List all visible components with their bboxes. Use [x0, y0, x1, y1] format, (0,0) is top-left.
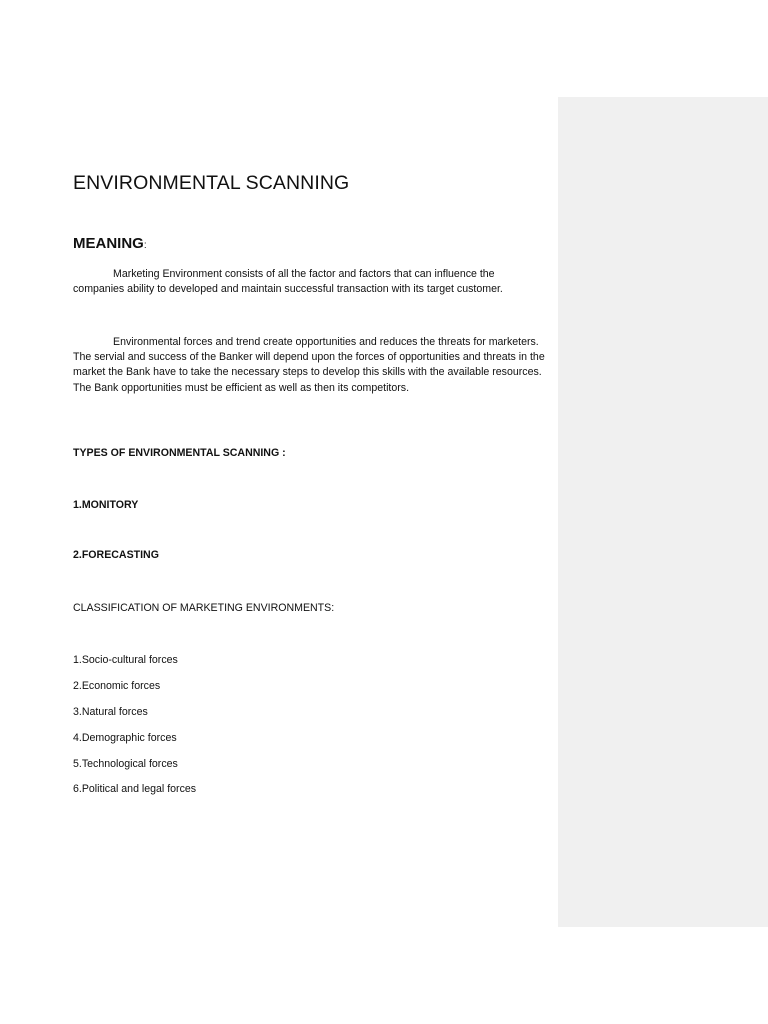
list-item: 6.Political and legal forces — [73, 783, 197, 796]
classification-heading: CLASSIFICATION OF MARKETING ENVIRONMENTS: — [73, 602, 335, 614]
list-item: 2.Economic forces — [73, 679, 161, 692]
meaning-heading-colon: : — [143, 240, 147, 251]
forces-list — [73, 653, 196, 808]
meaning-heading — [73, 235, 147, 253]
list-item: 1.Socio-cultural forces — [73, 654, 178, 666]
type-forecasting: 2.FORECASTING — [73, 549, 159, 561]
list-item: 5.Technological forces — [73, 757, 178, 770]
meaning-heading-text: MEANING — [73, 235, 144, 252]
meaning-paragraph-1: Marketing Environment consists of all the factor and factors that can influence the companies ability to developed and maintain successful transaction with its target customer. — [73, 268, 503, 296]
list-item: 3.Natural forces — [73, 705, 148, 718]
document-title: ENVIRONMENTAL SCANNING — [73, 172, 350, 194]
types-heading: TYPES OF ENVIRONMENTAL SCANNING : — [73, 447, 286, 459]
type-monitory: 1.MONITORY — [73, 499, 139, 511]
comment-margin-panel — [558, 97, 768, 927]
meaning-paragraph-2: Environmental forces and trend create opportunities and reduces the threats for marketers. The servial and success of the Banker will depend upon the forces of opportunities and threats in the market the Bank have to take the necessary steps to develop this skills with the available resources. The Bank opportunities must be efficient as well as then its competitors. — [73, 336, 545, 394]
list-item: 4.Demographic forces — [73, 731, 177, 744]
